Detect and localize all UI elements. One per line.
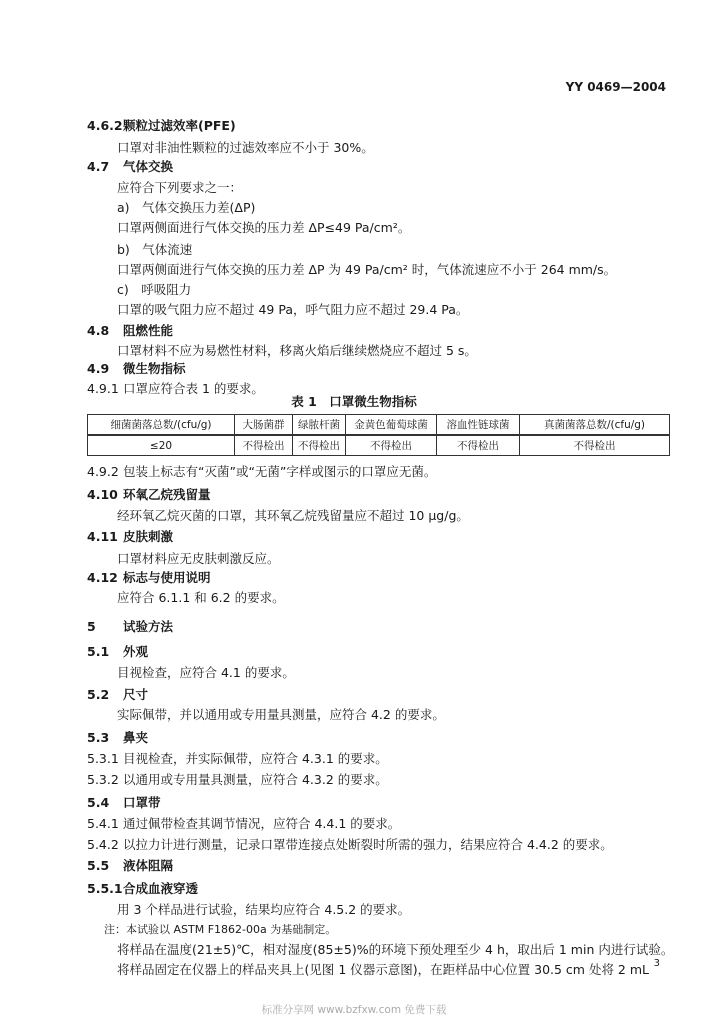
clause-number: 4.9 <box>87 361 110 376</box>
clause-text: 尺寸 <box>123 687 149 702</box>
table-cell: ≤20 <box>88 435 235 456</box>
clause-text: 试验方法 <box>123 619 174 634</box>
clause-text: 口罩两侧面进行气体交换的压力差 ΔP≤49 Pa/cm²。 <box>117 220 411 235</box>
clause-text: 口罩材料不应为易燃性材料，移离火焰后继续燃烧应不超过 5 s。 <box>117 343 477 358</box>
text-line <box>87 618 173 636</box>
clause-number: 5.2 <box>87 687 110 702</box>
clause-text: 颗粒过滤效率(PFE) <box>123 118 236 133</box>
table-cell: 不得检出 <box>346 435 437 456</box>
clause-number: 5.4 <box>87 795 110 810</box>
clause-text: 环氧乙烷残留量 <box>123 487 211 502</box>
microbe-table <box>87 414 670 456</box>
table-header-cell: 绿脓杆菌 <box>293 415 346 436</box>
text-line <box>87 794 161 812</box>
text-line <box>117 589 285 607</box>
text-line <box>87 322 173 340</box>
table-header-cell: 溶血性链球菌 <box>437 415 520 436</box>
clause-text: 经环氧乙烷灭菌的口罩，其环氧乙烷残留量应不超过 10 μg/g。 <box>117 508 469 523</box>
clause-number: 5.3 <box>87 730 110 745</box>
clause-text: 口罩材料应无皮肤刺激反应。 <box>117 551 280 566</box>
text-line <box>87 729 148 747</box>
clause-text: 口罩对非油性颗粒的过滤效率应不小于 30%。 <box>117 140 374 155</box>
table-header-cell: 大肠菌群 <box>235 415 293 436</box>
text-line <box>87 815 400 833</box>
clause-text: 外观 <box>123 644 149 659</box>
clause-text: 将样品在温度(21±5)℃，相对湿度(85±5)%的环境下预处理至少 4 h，取出后 1 min 内进行试验。 <box>117 942 674 957</box>
clause-text: 包装上标志有“灭菌”或“无菌”字样或图示的口罩应无菌。 <box>123 464 437 479</box>
clause-text: 微生物指标 <box>123 361 186 376</box>
text-line <box>104 921 336 939</box>
clause-text: 目视检查，并实际佩带，应符合 4.3.1 的要求。 <box>123 751 388 766</box>
text-line <box>87 836 613 854</box>
text-line <box>117 706 445 724</box>
clause-number: 4.10 <box>87 487 118 502</box>
clause-text: 目视检查，应符合 4.1 的要求。 <box>117 665 295 680</box>
standard-code: YY 0469—2004 <box>565 80 666 94</box>
clause-text: 注：本试验以 ASTM F1862-00a 为基础制定。 <box>104 923 337 936</box>
clause-text: 液体阻隔 <box>123 858 174 873</box>
table-header-cell: 金黄色葡萄球菌 <box>346 415 437 436</box>
text-line <box>87 750 388 768</box>
clause-text: 以通用或专用量具测量，应符合 4.3.2 的要求。 <box>123 772 388 787</box>
text-line <box>87 117 236 135</box>
text-line <box>87 686 148 704</box>
clause-text: 应符合下列要求之一： <box>117 180 243 195</box>
text-line <box>117 901 410 919</box>
clause-number: 5.5.1 <box>87 881 123 896</box>
clause-number: 4.7 <box>87 159 110 174</box>
clause-text: 通过佩带检查其调节情况，应符合 4.4.1 的要求。 <box>123 816 401 831</box>
text-line <box>117 550 280 568</box>
clause-number: 5.1 <box>87 644 110 659</box>
watermark: 标准分享网 www.bzfxw.com 免费下载 <box>261 1004 447 1016</box>
text-line <box>87 463 436 481</box>
clause-text: 合成血液穿透 <box>123 881 199 896</box>
clause-text: 标志与使用说明 <box>123 570 211 585</box>
clause-text: 气体交换 <box>123 159 174 174</box>
clause-number: 4.11 <box>87 529 118 544</box>
text-line <box>87 569 211 587</box>
text-line <box>87 643 148 661</box>
text-line <box>117 219 410 237</box>
text-line <box>87 486 211 504</box>
table-header-cell: 细菌菌落总数/(cfu/g) <box>88 415 235 436</box>
table-row <box>88 435 670 456</box>
clause-text: 以拉力计进行测量，记录口罩带连接点处断裂时所需的强力，结果应符合 4.4.2 的要求。 <box>123 837 613 852</box>
clause-number: 5 <box>87 619 96 634</box>
table-cell: 不得检出 <box>437 435 520 456</box>
text-line <box>87 771 388 789</box>
clause-number: 5.4.1 <box>87 816 119 831</box>
clause-text: 口罩应符合表 1 的要求。 <box>123 381 264 396</box>
clause-number: 5.3.2 <box>87 772 119 787</box>
table-cell: 不得检出 <box>235 435 293 456</box>
text-line <box>117 941 673 959</box>
clause-text: 口罩的吸气阻力应不超过 49 Pa，呼气阻力应不超过 29.4 Pa。 <box>117 302 469 317</box>
text-line <box>87 880 198 898</box>
clause-number: 4.6.2 <box>87 118 123 133</box>
text-line <box>117 241 192 259</box>
clause-text: c) 呼吸阻力 <box>117 282 192 297</box>
text-line <box>87 360 186 378</box>
clause-number: 4.9.2 <box>87 464 119 479</box>
clause-text: 鼻夹 <box>123 730 149 745</box>
clause-text: b) 气体流速 <box>117 242 193 257</box>
clause-text: 应符合 6.1.1 和 6.2 的要求。 <box>117 590 285 605</box>
clause-text: a) 气体交换压力差(ΔP) <box>117 200 256 215</box>
text-line <box>117 961 649 979</box>
text-line <box>117 139 374 157</box>
text-line <box>87 528 173 546</box>
table-cell: 不得检出 <box>293 435 346 456</box>
clause-text: 皮肤刺激 <box>123 529 174 544</box>
page-number: 3 <box>653 958 660 969</box>
text-line <box>117 664 295 682</box>
clause-text: 实际佩带，并以通用或专用量具测量，应符合 4.2 的要求。 <box>117 707 445 722</box>
text-line <box>117 261 616 279</box>
clause-number: 4.12 <box>87 570 118 585</box>
clause-number: 5.5 <box>87 858 110 873</box>
table-cell: 不得检出 <box>520 435 670 456</box>
text-line <box>117 507 469 525</box>
table-title: 表 1 口罩微生物指标 <box>291 394 417 409</box>
clause-number: 4.9.1 <box>87 381 119 396</box>
text-line <box>117 281 191 299</box>
text-line <box>117 199 255 217</box>
clause-text: 用 3 个样品进行试验，结果均应符合 4.5.2 的要求。 <box>117 902 411 917</box>
table-header-cell: 真菌菌落总数/(cfu/g) <box>520 415 670 436</box>
clause-number: 5.3.1 <box>87 751 119 766</box>
clause-number: 5.4.2 <box>87 837 119 852</box>
table-header-row <box>88 415 670 436</box>
text-line <box>117 179 242 197</box>
text-line <box>87 857 173 875</box>
text-line <box>117 301 468 319</box>
clause-number: 4.8 <box>87 323 110 338</box>
text-line <box>117 342 477 360</box>
text-line <box>87 158 173 176</box>
clause-text: 口罩两侧面进行气体交换的压力差 ΔP 为 49 Pa/cm² 时，气体流速应不小于 264 mm/s。 <box>117 262 617 277</box>
clause-text: 将样品固定在仪器上的样品夹具上(见图 1 仪器示意图)，在距样品中心位置 30.5 cm 处将 2 mL <box>117 962 649 977</box>
clause-text: 口罩带 <box>123 795 161 810</box>
clause-text: 阻燃性能 <box>123 323 174 338</box>
